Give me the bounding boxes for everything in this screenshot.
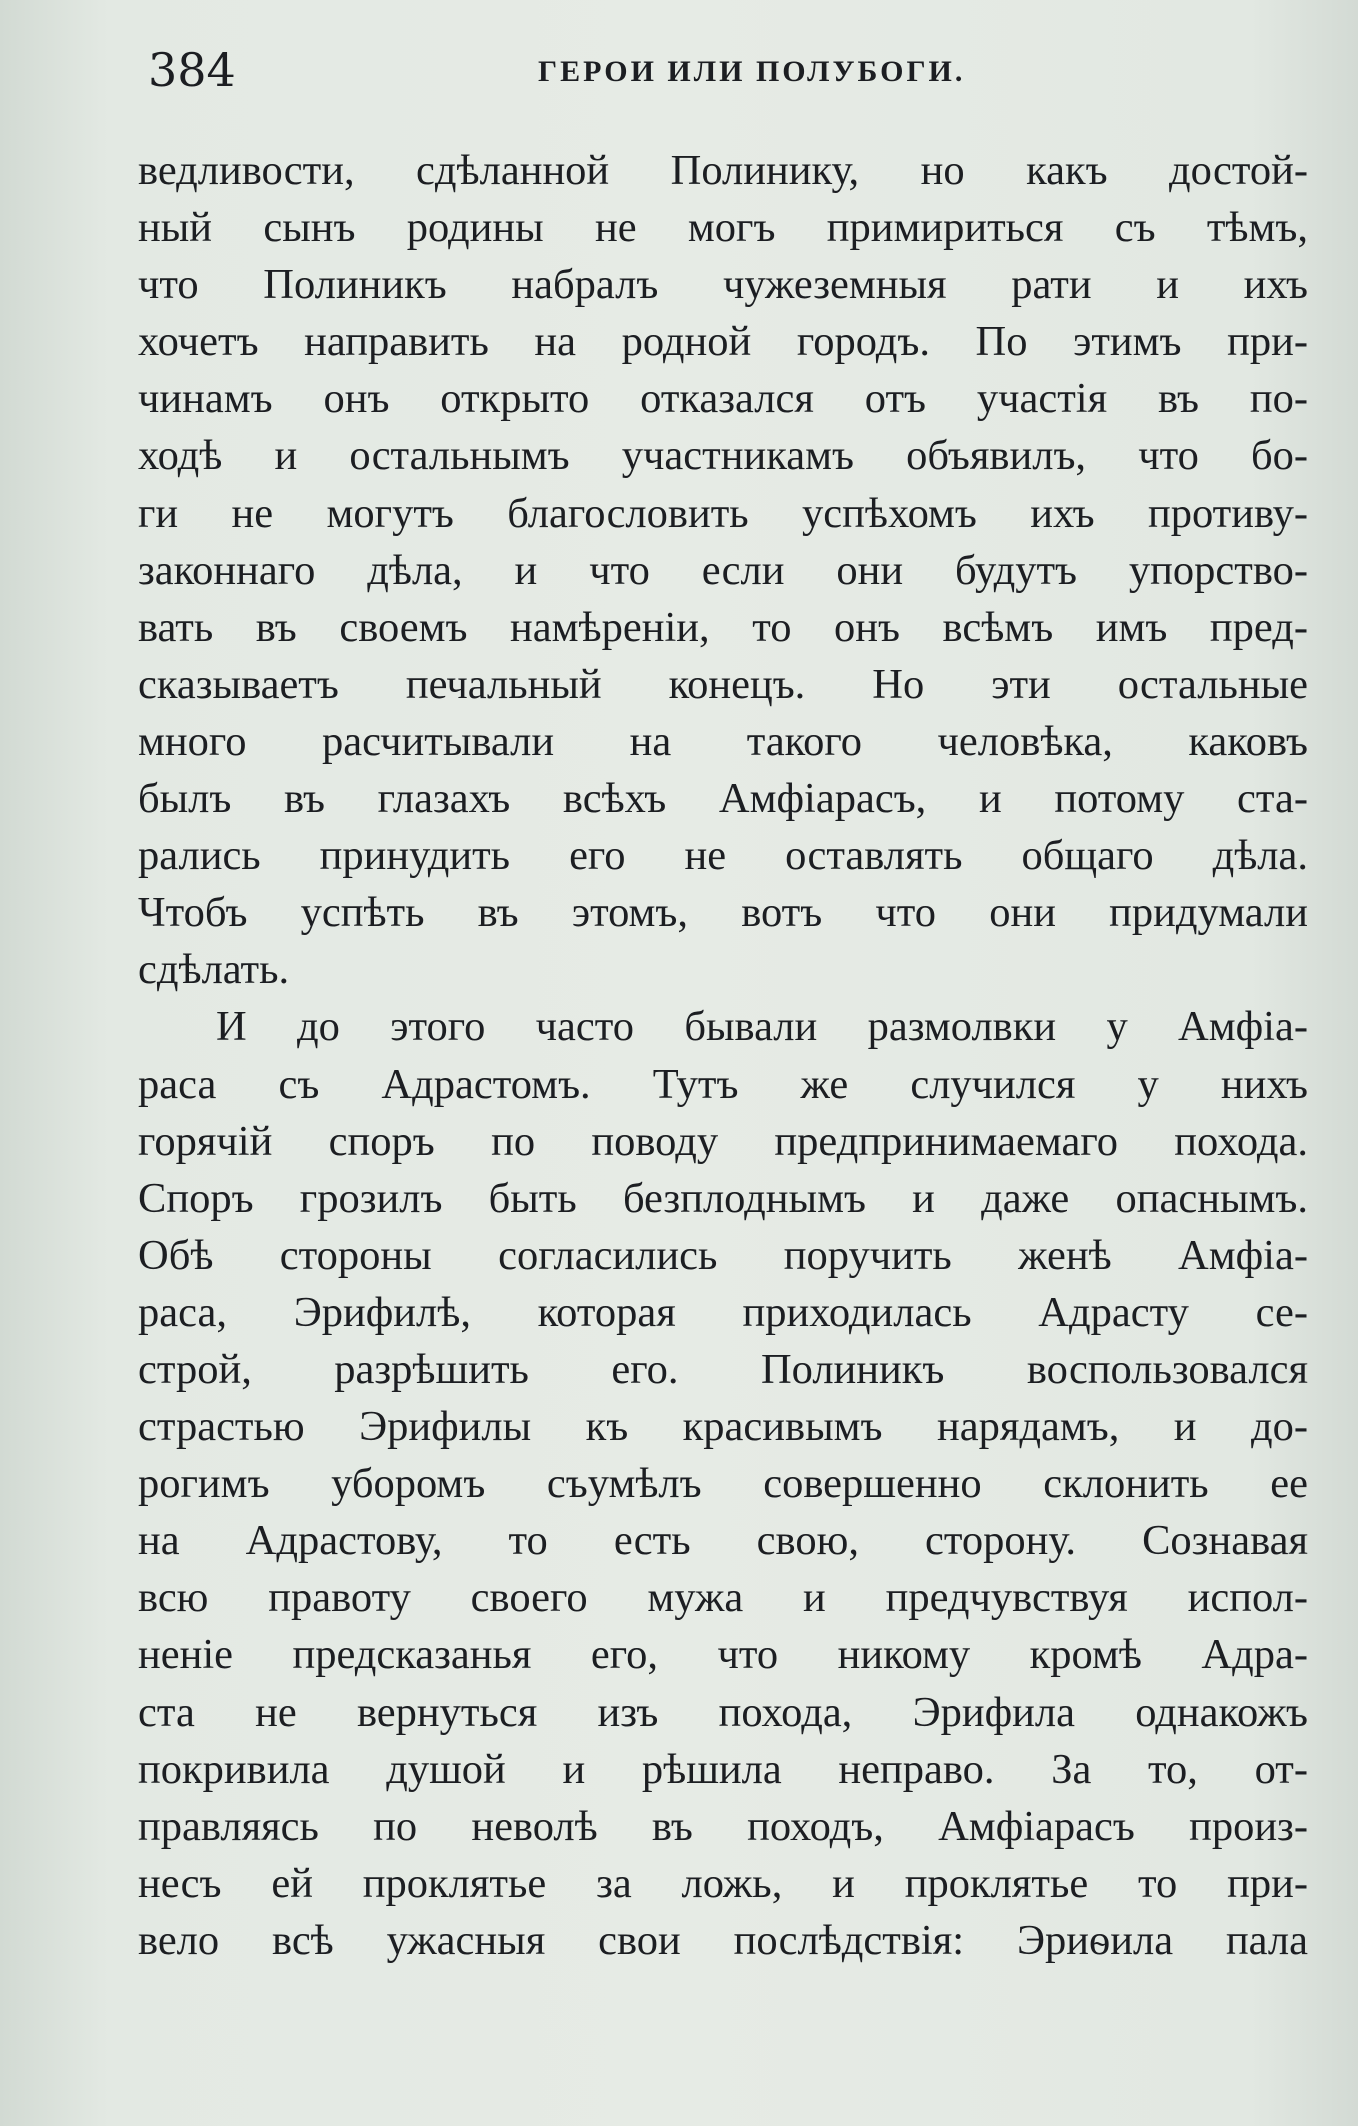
page-number: 384 <box>148 43 236 97</box>
text-line: ведливости, сдѣланной Полинику, но какъ достой- <box>138 147 1308 194</box>
text-line: сдѣлать. <box>138 946 290 994</box>
text-line: ги не могутъ благословить успѣхомъ ихъ противу- <box>138 489 1308 537</box>
text-line: Чтобъ успѣть въ этомъ, вотъ что они придумали <box>138 889 1308 937</box>
text-line: неніе предсказанья его, что никому кромѣ Адра- <box>138 1631 1308 1679</box>
text-line: хочетъ направить на родной городъ. По этимъ при- <box>138 318 1308 366</box>
text-line: раса съ Адрастомъ. Тутъ же случился у нихъ <box>138 1060 1308 1108</box>
paragraph-1 <box>138 142 1308 998</box>
text-line: несъ ей проклятье за ложь, и проклятье то при- <box>138 1859 1308 1907</box>
text-line: на Адрастову, то есть свою, сторону. Сознавая <box>138 1517 1308 1565</box>
text-line: что Полиникъ набралъ чужеземныя рати и ихъ <box>138 261 1308 309</box>
paragraph-2 <box>138 998 1308 1969</box>
text-line: покривила душой и рѣшила неправо. За то, от- <box>138 1745 1308 1793</box>
text-line: вать въ своемъ намѣреніи, то онъ всѣмъ имъ пред- <box>138 603 1308 651</box>
text-line: страстью Эрифилы къ красивымъ нарядамъ, и до- <box>138 1403 1308 1451</box>
text-line: рогимъ уборомъ съумѣлъ совершенно склонить ее <box>138 1460 1308 1508</box>
text-line: законнаго дѣла, и что если они будутъ упорство- <box>138 546 1308 594</box>
text-line: ходѣ и остальнымъ участникамъ объявилъ, что бо- <box>138 432 1308 480</box>
running-head <box>148 40 1318 100</box>
text-line: правляясь по неволѣ въ походъ, Амфіарасъ произ- <box>138 1802 1308 1850</box>
text-line: вело всѣ ужасныя свои послѣдствія: Эриѳила пала <box>138 1916 1308 1964</box>
text-line: много расчитывали на такого человѣка, каковъ <box>138 717 1308 765</box>
text-line: былъ въ глазахъ всѣхъ Амфіарасъ, и потому ста- <box>138 775 1308 823</box>
body-text <box>138 142 1308 1969</box>
text-line: И до этого часто бывали размолвки у Амфіа- <box>216 1003 1308 1051</box>
text-line: Споръ грозилъ быть безплоднымъ и даже опаснымъ. <box>138 1174 1308 1222</box>
text-line: сказываетъ печальный конецъ. Но эти остальные <box>138 660 1308 708</box>
text-line: раса, Эрифилѣ, которая приходилась Адрасту се- <box>138 1288 1308 1336</box>
text-line: ный сынъ родины не могъ примириться съ тѣмъ, <box>138 204 1308 252</box>
text-line: горячій споръ по поводу предпринимаемаго похода. <box>138 1117 1308 1165</box>
text-line: чинамъ онъ открыто отказался отъ участія въ по- <box>138 375 1308 423</box>
text-line: ста не вернуться изъ похода, Эрифила однакожъ <box>138 1688 1308 1736</box>
text-line: Обѣ стороны согласились поручить женѣ Амфіа- <box>138 1231 1308 1279</box>
running-title: ГЕРОИ ИЛИ ПОЛУБОГИ. <box>538 55 966 88</box>
text-line: рались принудить его не оставлять общаго дѣла. <box>138 832 1308 880</box>
text-line: всю правоту своего мужа и предчувствуя испол- <box>138 1574 1308 1622</box>
text-line: строй, разрѣшить его. Полиникъ воспользовался <box>138 1345 1308 1393</box>
